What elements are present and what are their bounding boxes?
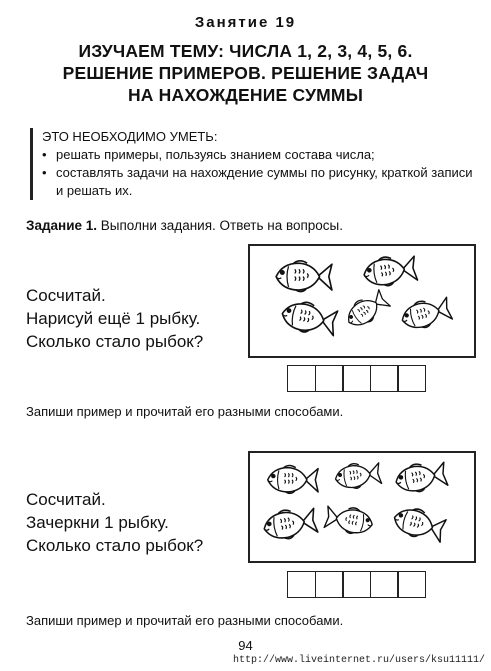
- page-title: [20, 40, 471, 106]
- fish-picture-1: [248, 244, 476, 358]
- fish-icon: [390, 456, 451, 499]
- fish-picture-2: [248, 451, 476, 563]
- fish-icon: [338, 285, 394, 336]
- answer-cell[interactable]: [315, 571, 344, 598]
- question-line: Нарисуй ещё 1 рыбку.: [26, 309, 201, 328]
- question-line: Сколько стало рыбок?: [26, 332, 204, 351]
- question-line: Сколько стало рыбок?: [26, 536, 204, 555]
- answer-cell[interactable]: [315, 365, 344, 392]
- fish-icon: [275, 295, 340, 341]
- task-label: Задание 1.: [26, 218, 98, 233]
- fish-icon: [322, 501, 379, 541]
- requirements-list: [42, 146, 482, 200]
- question-line: Зачеркни 1 рыбку.: [26, 513, 169, 532]
- task-heading: [26, 218, 343, 233]
- title-line: НА НАХОЖДЕНИЕ СУММЫ: [127, 85, 364, 105]
- title-line: РЕШЕНИЕ ПРИМЕРОВ. РЕШЕНИЕ ЗАДАЧ: [62, 63, 429, 83]
- fish-icon: [330, 458, 384, 495]
- instruction-note-1: Запиши пример и прочитай его разными способами.: [26, 404, 344, 419]
- question-line: Сосчитай.: [26, 490, 106, 509]
- instruction-note-2: Запиши пример и прочитай его разными способами.: [26, 613, 344, 628]
- requirement-item: • решать примеры, пользуясь знанием состава числа;: [42, 146, 482, 164]
- answer-cell[interactable]: [342, 365, 371, 392]
- task-text: Выполни задания. Ответь на вопросы.: [97, 218, 344, 233]
- answer-cell[interactable]: [287, 365, 316, 392]
- answer-cells-2: [287, 571, 425, 598]
- lesson-number: Занятие 19: [194, 14, 297, 31]
- fish-icon: [395, 292, 456, 337]
- title-line: ИЗУЧАЕМ ТЕМУ: ЧИСЛА 1, 2, 3, 4, 5, 6.: [78, 41, 413, 61]
- fish-icon: [358, 250, 420, 293]
- answer-cell[interactable]: [287, 571, 316, 598]
- question-block-2: [26, 488, 203, 557]
- answer-cell[interactable]: [397, 571, 426, 598]
- answer-cell[interactable]: [370, 365, 399, 392]
- fish-icon: [387, 500, 450, 547]
- question-line: Сосчитай.: [26, 286, 106, 305]
- question-block-1: [26, 284, 203, 353]
- answer-cell[interactable]: [370, 571, 399, 598]
- fish-icon: [257, 502, 320, 546]
- requirements-box: [30, 128, 482, 200]
- answer-cells-1: [287, 365, 425, 392]
- answer-cell[interactable]: [397, 365, 426, 392]
- requirement-item: • составлять задачи на нахождение суммы по рисунку, краткой записи и решать их.: [42, 164, 482, 200]
- page-number: 94: [238, 638, 253, 653]
- fish-icon: [264, 463, 320, 497]
- fish-icon: [272, 258, 334, 295]
- answer-cell[interactable]: [342, 571, 371, 598]
- requirements-heading: ЭТО НЕОБХОДИМО УМЕТЬ:: [42, 129, 218, 144]
- source-url: http://www.liveinternet.ru/users/ksu11111/: [232, 655, 485, 666]
